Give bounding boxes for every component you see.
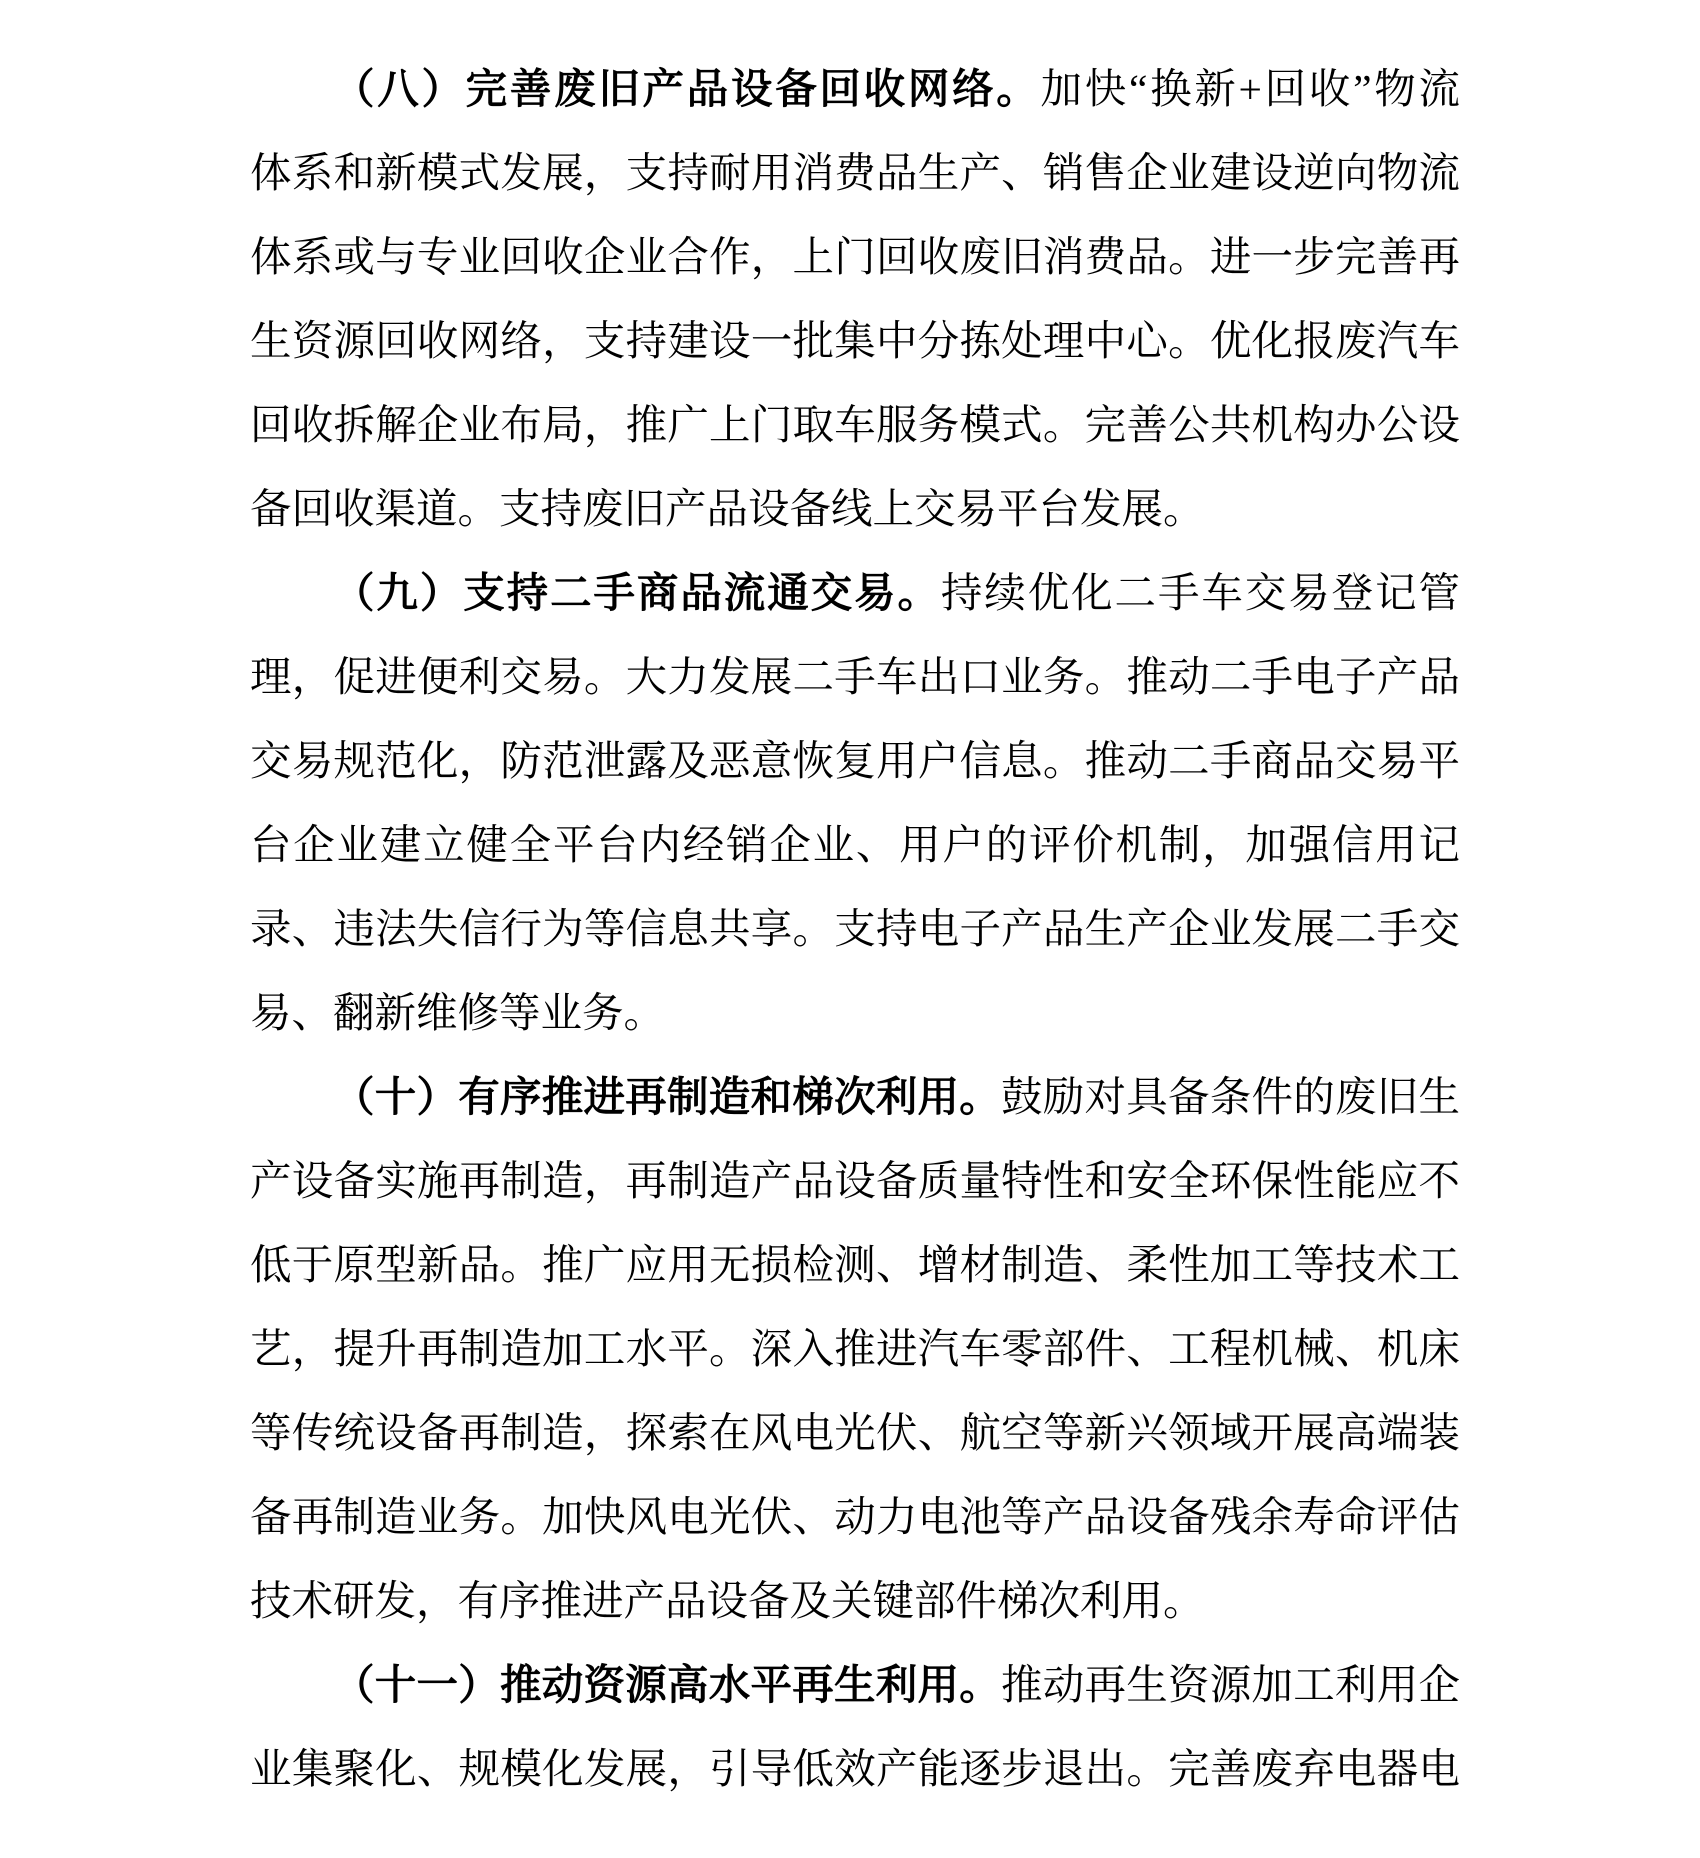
text-line: 备再制造业务。加快风电光伏、动力电池等产品设备残余寿命评估 bbox=[250, 1494, 1460, 1540]
text-line bbox=[250, 551, 1460, 635]
paragraph-body-start: 加快“换新+回收”物流 bbox=[1040, 66, 1460, 112]
text-line: 台企业建立健全平台内经销企业、用户的评价机制，加强信用记 bbox=[250, 822, 1460, 868]
paragraph-body-start: 推动再生资源加工利用企 bbox=[1000, 1662, 1460, 1708]
text-line bbox=[250, 1055, 1460, 1139]
text-line: 生资源回收网络，支持建设一批集中分拣处理中心。优化报废汽车 bbox=[250, 318, 1460, 364]
paragraph-9 bbox=[250, 551, 1460, 1055]
paragraph-lead: （九）支持二手商品流通交易。 bbox=[333, 570, 941, 616]
text-line: 产设备实施再制造，再制造产品设备质量特性和安全环保性能应不 bbox=[250, 1158, 1460, 1204]
text-line bbox=[250, 1643, 1460, 1727]
text-line: 回收拆解企业布局，推广上门取车服务模式。完善公共机构办公设 bbox=[250, 402, 1460, 448]
text-line: 技术研发，有序推进产品设备及关键部件梯次利用。 bbox=[250, 1578, 1205, 1624]
text-line: 等传统设备再制造，探索在风电光伏、航空等新兴领域开展高端装 bbox=[250, 1410, 1460, 1456]
paragraph-10 bbox=[250, 1055, 1460, 1643]
paragraph-lead: （八）完善废旧产品设备回收网络。 bbox=[333, 66, 1041, 112]
text-line: 艺，提升再制造加工水平。深入推进汽车零部件、工程机械、机床 bbox=[250, 1326, 1460, 1372]
text-line bbox=[250, 47, 1460, 131]
text-line: 备回收渠道。支持废旧产品设备线上交易平台发展。 bbox=[250, 486, 1205, 532]
text-line: 低于原型新品。推广应用无损检测、增材制造、柔性加工等技术工 bbox=[250, 1242, 1460, 1288]
paragraph-lead: （十一）推动资源高水平再生利用。 bbox=[333, 1662, 1001, 1708]
paragraph-body-start: 持续优化二手车交易登记管 bbox=[940, 570, 1460, 616]
text-line: 交易规范化，防范泄露及恶意恢复用户信息。推动二手商品交易平 bbox=[250, 738, 1460, 784]
text-line: 易、翻新维修等业务。 bbox=[250, 990, 666, 1036]
paragraph-8 bbox=[250, 47, 1460, 551]
text-line: 体系或与专业回收企业合作，上门回收废旧消费品。进一步完善再 bbox=[250, 234, 1460, 280]
paragraph-11 bbox=[250, 1643, 1460, 1811]
text-line: 业集聚化、规模化发展，引导低效产能逐步退出。完善废弃电器电 bbox=[250, 1746, 1460, 1792]
text-line: 理，促进便利交易。大力发展二手车出口业务。推动二手电子产品 bbox=[250, 654, 1460, 700]
text-line: 体系和新模式发展，支持耐用消费品生产、销售企业建设逆向物流 bbox=[250, 150, 1460, 196]
text-line: 录、违法失信行为等信息共享。支持电子产品生产企业发展二手交 bbox=[250, 906, 1460, 952]
paragraph-lead: （十）有序推进再制造和梯次利用。 bbox=[333, 1074, 1001, 1120]
paragraph-body-start: 鼓励对具备条件的废旧生 bbox=[1000, 1074, 1460, 1120]
